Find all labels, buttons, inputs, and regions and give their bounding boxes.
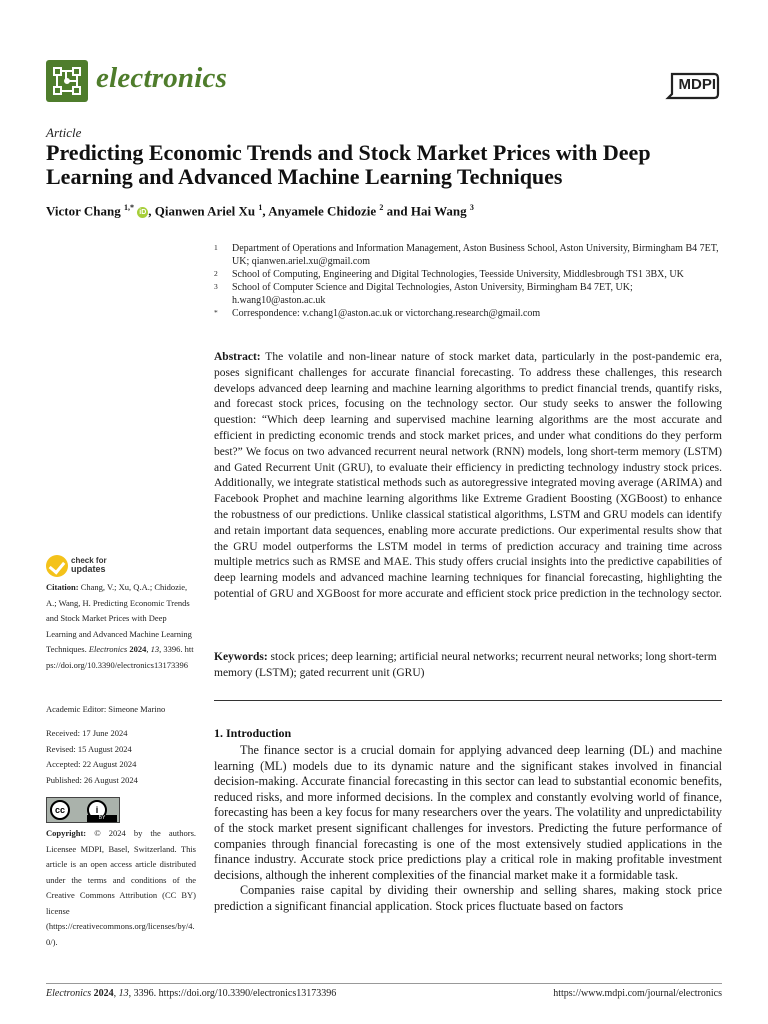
check-for-updates-badge[interactable] bbox=[46, 555, 126, 577]
affiliation-text: School of Computer Science and Digital Technologies, Aston University, Birmingham B4 7ET, UK; h.wang10@aston.ac.uk bbox=[232, 282, 633, 306]
affiliation-mark: * bbox=[214, 308, 218, 317]
cc-by-label: BY bbox=[87, 815, 117, 822]
author-separator: , bbox=[262, 203, 269, 219]
date-received: Received: 17 June 2024 bbox=[46, 728, 128, 738]
keywords-text: stock prices; deep learning; artificial neural networks; recurrent neural networks; long short-term memory (LSTM); gated recurrent unit (GRU) bbox=[214, 651, 717, 679]
date-revised: Revised: 15 August 2024 bbox=[46, 743, 132, 754]
footer-journal-url[interactable]: https://www.mdpi.com/journal/electronics bbox=[553, 988, 722, 999]
creative-commons-badge[interactable] bbox=[46, 797, 120, 823]
affiliation-text: Correspondence: v.chang1@aston.ac.uk or victorchang.research@gmail.com bbox=[232, 308, 541, 319]
footer-ref[interactable]: , 3396. https://doi.org/10.3390/electronics13173396 bbox=[128, 988, 337, 999]
keywords-label: Keywords: bbox=[214, 651, 268, 663]
article-type: Article bbox=[46, 125, 82, 140]
check-label-line: updates bbox=[71, 564, 106, 574]
citation-journal: Electronics bbox=[88, 644, 128, 654]
footer-journal: Electronics bbox=[46, 988, 92, 999]
attribution-icon: i bbox=[87, 800, 107, 820]
affiliation-mark: 3 bbox=[214, 282, 218, 291]
date-published: Published: 26 August 2024 bbox=[46, 774, 138, 785]
cc-icon: cc bbox=[50, 800, 70, 820]
affiliation-item bbox=[214, 281, 724, 307]
footer-citation: Electronics 2024, 13, 3396. https://doi.org/10.3390/electronics13173396 bbox=[46, 988, 337, 999]
abstract bbox=[214, 350, 722, 603]
copyright-label: Copyright: bbox=[46, 828, 87, 838]
orcid-icon[interactable]: iD bbox=[139, 209, 147, 217]
paragraph: Companies raise capital by dividing their ownership and selling shares, making stock price prediction a significant financial application. Stock prices fluctuate based on factors bbox=[214, 883, 722, 913]
publisher-name: MDPI bbox=[678, 76, 716, 93]
checkmark-icon bbox=[46, 555, 68, 577]
author-name: Anyamele Chidozie bbox=[268, 203, 377, 219]
affiliation-item bbox=[214, 307, 724, 320]
affiliation-text: School of Computing, Engineering and Digital Technologies, Teesside University, Middlesbrough TS1 3BX, UK bbox=[232, 269, 684, 280]
abstract-text: The volatile and non-linear nature of stock market data, particularly in the post-pandemic era, poses significant challenges for accurate financial forecasting. To address these challenges, this research develops advanced deep learning and machine learning algorithms to predict financial trends, quantify risks, and forecast stock prices, focusing on the technology sector. Our study seeks to answer the following question: “Which deep learning and supervised machine learning algorithms are the most accurate and efficient in predicting economic trends and stock market prices, and under what conditions do they perform best?” We focus on two advanced recurrent neural network (RNN) models, long short-term memory (LSTM) and Gated Recurrent Unit (GRU), to evaluate their efficiency in predicting technology industry stock prices. Additionally, we integrate statistical methods such as autoregressive integrated moving average (ARIMA) and Facebook Prophet and machine learning algorithms like Extreme Gradient Boosting (XGBoost) to enhance the robustness of our predictions. Unlike classical statistical algorithms, LSTM and GRU models can identify and retain important data sequences, enabling more accurate predictions. Our experimental results show that the GRU model outperforms the LSTM model in terms of prediction accuracy and training time across multiple metrics such as RMSE and MAE. This study offers crucial insights into the predictive capabilities of deep learning models and advanced machine learning techniques for financial forecasting, highlighting the potential of GRU and XGBoost for more accurate and efficient stock price prediction in the technology sector. bbox=[214, 351, 723, 600]
author-affil-mark: 3 bbox=[469, 203, 474, 212]
academic-editor: Academic Editor: Simeone Marino bbox=[46, 704, 166, 714]
author-affil-mark: 1 bbox=[258, 203, 263, 212]
author-affil-mark: 2 bbox=[379, 203, 384, 212]
author-separator: , bbox=[148, 203, 155, 219]
author-name: Qianwen Ariel Xu bbox=[154, 203, 256, 219]
publication-dates bbox=[46, 726, 196, 788]
affiliation-mark: 2 bbox=[214, 269, 218, 278]
affiliation-item bbox=[214, 268, 724, 281]
author-name: Victor Chang bbox=[46, 203, 121, 219]
citation-label: Citation: bbox=[46, 582, 79, 592]
author-separator: and bbox=[383, 203, 411, 219]
affiliation-item bbox=[214, 242, 724, 268]
date-accepted: Accepted: 22 August 2024 bbox=[46, 759, 137, 769]
footer-volume: 13 bbox=[118, 988, 129, 999]
journal-logo-icon bbox=[46, 60, 88, 102]
article-title: Predicting Economic Trends and Stock Market Prices with Deep Learning and Advanced Machine Learning Techniques bbox=[46, 140, 651, 189]
citation-doi-link[interactable]: https://doi.org/10.3390/electronics13173396 bbox=[46, 644, 194, 670]
section-heading: 1. Introduction bbox=[214, 726, 292, 740]
affiliation-text: Department of Operations and Information Management, Aston Business School, Aston University, Birmingham B4 7ET, UK; qianwen.ariel.xu@gmail.com bbox=[232, 243, 719, 267]
author-list bbox=[46, 203, 474, 219]
author-affil-mark: 1,* bbox=[124, 203, 134, 212]
journal-name: electronics bbox=[96, 62, 228, 94]
copyright-block bbox=[46, 826, 196, 950]
abstract-label: Abstract: bbox=[214, 351, 261, 363]
paragraph: The finance sector is a crucial domain for applying advanced deep learning (DL) and machine learning (ML) models due to its dynamic nature and the significant stakes involved in financial decision-making. Accurate financial forecasting in this sector can lead to substantial economic benefits, reduced risks, and more informed decisions. In the complex and constantly evolving world of finance, forecasting has been a key focus for many researchers over the years. The volatility and unpredictability of the stock market present significant challenges for investors. Predicting the future performance of companies through financial forecasting is one of the most extensively studied applications in the finance industry. Accurate stock price predictions play a critical role in making profitable investment decisions, although the inherent complexities of the financial market make it a formidable task. bbox=[214, 743, 722, 882]
citation-volume: 13 bbox=[150, 644, 160, 654]
section-divider bbox=[214, 700, 722, 701]
copyright-text: © 2024 by the authors. Licensee MDPI, Basel, Switzerland. This article is an open access article distributed under the terms and conditions of the Creative Commons Attribution (CC BY) license (https://creativecommons.org/licenses/by/4.0/). bbox=[46, 828, 196, 947]
citation-year: 2024 bbox=[129, 644, 147, 654]
check-for-updates-label bbox=[71, 556, 107, 574]
check-label-line: check for bbox=[71, 556, 107, 565]
citation-pages: , 3396. bbox=[159, 644, 183, 654]
citation-text: Chang, V.; Xu, Q.A.; Chidozie, A.; Wang, H. Predicting Economic Trends and Stock Market Prices with Deep Learning and Advanced Machine Learning Techniques. bbox=[46, 582, 192, 654]
affiliation-mark: 1 bbox=[214, 243, 218, 252]
introduction-body bbox=[214, 743, 722, 915]
footer-divider bbox=[46, 983, 722, 984]
author-name: Hai Wang bbox=[410, 203, 467, 219]
keywords bbox=[214, 649, 722, 681]
footer-year: 2024 bbox=[93, 988, 114, 999]
journal-header bbox=[46, 58, 722, 108]
citation-block: Citation: Chang, V.; Xu, Q.A.; Chidozie, A.; Wang, H. Predicting Economic Trends and Stock Market Prices with Deep Learning and Advanced Machine Learning Techniques. Electronics 2024, 13, 3396. https://doi.org/10.3390/electronics13173396 bbox=[46, 582, 194, 670]
affiliations bbox=[214, 242, 724, 320]
